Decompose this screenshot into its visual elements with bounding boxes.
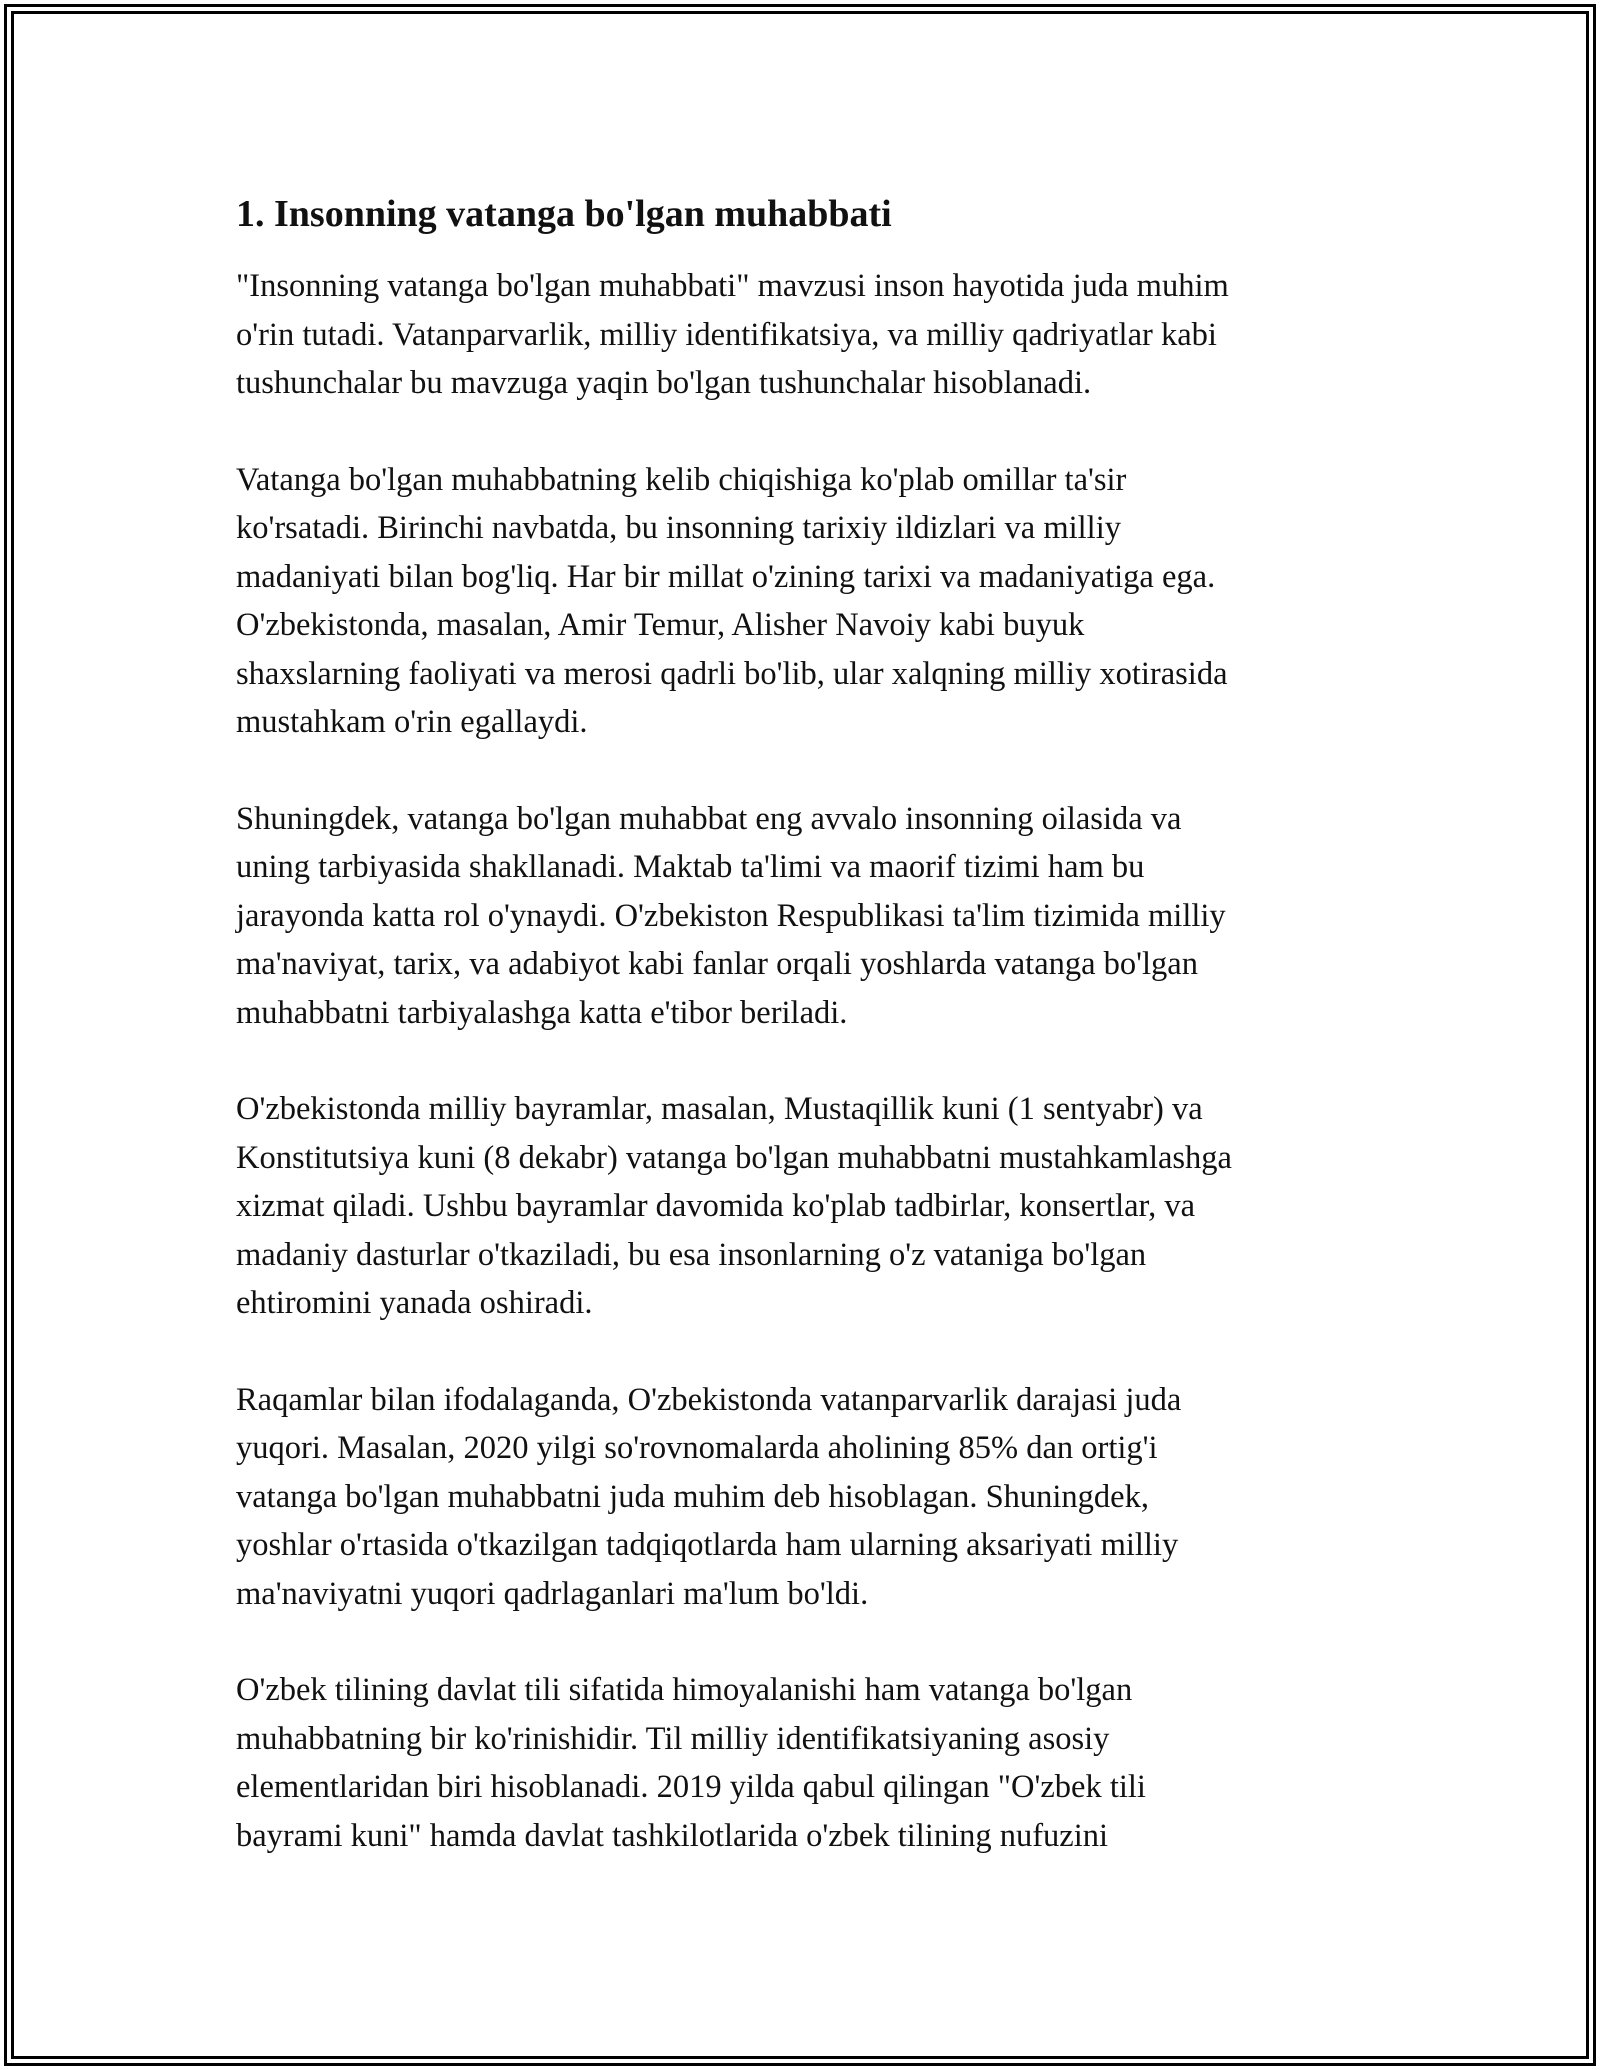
paragraph-6: O'zbek tilining davlat tili sifatida himoyalanishi ham vatanga bo'lgan muhabbatning bir ko'rinishidir. Til milliy identifikatsiyaning asosiy elementlaridan biri hisoblanadi. 2019 yilda qabul qilingan "O'zbek tili bayrami kuni" hamda davlat tashkilotlarida o'zbek tilining nufuzini [236,1672,1146,1854]
paragraph-2: Vatanga bo'lgan muhabbatning kelib chiqishiga ko'plab omillar ta'sir ko'rsatadi. Birinchi navbatda, bu insonning tarixiy ildizlari va milliy madaniyati bilan bog'liq. Har bir millat o'zining tarixi va madaniyatiga ega. O'zbekistonda, masalan, Amir Temur, Alisher Navoiy kabi buyuk shaxslarning faoliyati va merosi qadrli bo'lib, ular xalqning milliy xotirasida mustahkam o'rin egallaydi. [236,461,1228,740]
paragraph-5: Raqamlar bilan ifodalaganda, O'zbekistonda vatanparvarlik darajasi juda yuqori. Masalan, 2020 yilgi so'rovnomalarda aholining 85% dan ortig'i vatanga bo'lgan muhabbatni juda muhim deb hisoblagan. Shuningdek, yoshlar o'rtasida o'tkazilgan tadqiqotlarda ham ularning aksariyati milliy ma'naviyatni yuqori qadrlaganlari ma'lum bo'ldi. [236,1381,1182,1612]
paragraph-1: "Insonning vatanga bo'lgan muhabbati" mavzusi inson hayotida juda muhim o'rin tutadi. Vatanparvarlik, milliy identifikatsiya, va milliy qadriyatlar kabi tushunchalar bu mavzuga yaqin bo'lgan tushunchalar hisoblanadi. [236,268,1229,401]
section-heading: 1. Insonning vatanga bo'lgan muhabbati [236,193,892,235]
paragraph-3: Shuningdek, vatanga bo'lgan muhabbat eng avvalo insonning oilasida va uning tarbiyasida shakllanadi. Maktab ta'limi va maorif tizimi ham bu jarayonda katta rol o'ynaydi. O'zbekiston Respublikasi ta'lim tizimida milliy ma'naviyat, tarix, va adabiyot kabi fanlar orqali yoshlarda vatanga bo'lgan muhabbatni tarbiyalashga katta e'tibor beriladi. [236,800,1226,1031]
paragraph-4: O'zbekistonda milliy bayramlar, masalan, Mustaqillik kuni (1 sentyabr) va Konstitutsiya kuni (8 dekabr) vatanga bo'lgan muhabbatni mustahkamlashga xizmat qiladi. Ushbu bayramlar davomida ko'plab tadbirlar, konsertlar, va madaniy dasturlar o'tkaziladi, bu esa insonlarning o'z vataniga bo'lgan ehtiromini yanada oshiradi. [236,1091,1232,1321]
document-body [236,190,1376,1908]
